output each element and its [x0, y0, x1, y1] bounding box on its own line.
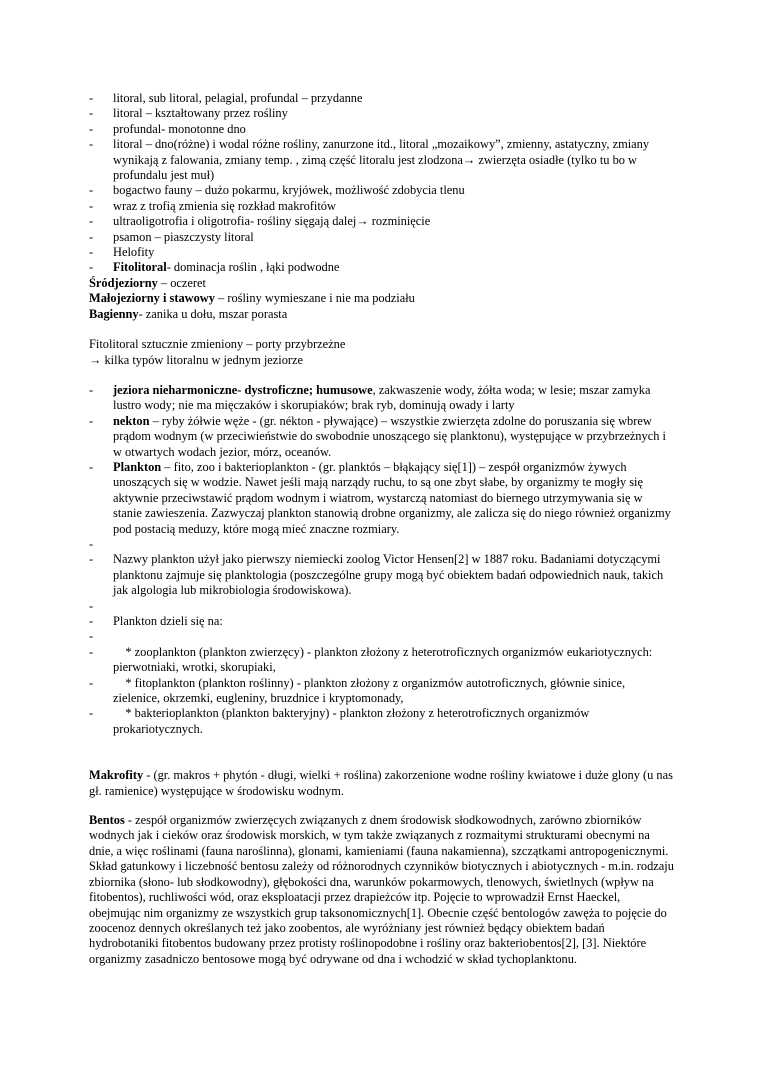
type-malojeziorny: Małojeziorny i stawowy – rośliny wymieszane i nie ma podziału [89, 291, 415, 306]
list-item: - psamon – piaszczysty litoral [89, 229, 254, 244]
list-item: - wraz z trofią zmienia się rozkład makrofitów [89, 198, 336, 213]
list-item-bakterioplankton: - * bakterioplankton (plankton bakteryjny) - plankton złożony z heterotroficznych organizmów prokariotycznych. [89, 706, 593, 736]
list-item: - ultraoligotrofia i oligotrofia- rośliny sięgają dalej→ rozminięcie [89, 214, 431, 229]
list-item-empty: - [89, 629, 94, 644]
list-item: - litoral, sub litoral, pelagial, profundal – przydanne [89, 91, 363, 105]
note-line: → kilka typów litoralnu w jednym jeziorze [89, 352, 304, 367]
list-item-dzieli: - Plankton dzieli się na: [89, 614, 223, 628]
note-line: Fitolitoral sztucznie zmieniony – porty przybrzeżne [89, 337, 346, 352]
list-item: - profundal- monotonne dno [89, 121, 246, 136]
paragraph-bentos: Bentos - zespół organizmów zwierzęcych związanych z dnem środowisk słodkowodnych, zarówno zbiorników wodnych jak i cieków oraz środowisk morskich, w tym także związanych z rozmaitymi strukturami obecnymi na dnie, a więc roślinami (fauna naroślinna), glonami, kamieniami (fauna nakamienna), szczątkami antropogenicznymi. Skład gatunkowy i liczebność bentosu zależy od różnorodnych czynników biotycznych i abiotycznych - m.in. rodzaju zbiornika (słono- lub słodkowodny), głębokości dna, warunków pokarmowych, tlenowych, świetlnych (wpływ na fitobentos), ruchliwości wód, oraz eksploatacji przez drapieżców itp. Pojęcie to wprowadził Ernst Haeckel, obejmując nim organizmy ze wszystkich grup taksonomicznych[1]. Obecnie część bentologów zawęża to pojęcie do zoocenoz dennych określanych też jako zoobentos, ale wyróżniany jest również będący obiektem badań hydrobotaniki fitobentos budowany przez protisty roślinopodobne i rośliny oraz bakteriobentos[2], [3]. Niektóre organizmy zasadniczo bentosowe mogą być odrywane od dna i wchodzić w skład tychoplanktonu. [89, 813, 674, 966]
list-item-plankton: - Plankton – fito, zoo i bakterioplankton - (gr. planktós – błąkający się[1]) – zespół organizmów żywych unoszących się w wodzie. Nawet jeśli mają narządy ruchu, to są one zbyt słabe, by organizmy te mogły się aktywnie przeciwstawić prądom wodnym i wiatrom, wystarczą natomiast do biernego utrzymywania się w stanie zawieszenia. Zazwyczaj plankton stanowią drobne organizmy, ale zalicza się do niego również organizmy pod postacią meduzy, które mogą mieć znaczne rozmiary. [89, 459, 671, 536]
document-page [89, 91, 674, 967]
list-item-zooplankton: - * zooplankton (plankton zwierzęcy) - plankton złożony z heterotroficznych organizmów eukariotycznych: pierwotniaki, wrotki, skorupiaki, [89, 644, 656, 675]
list-item: - litoral – dno(różne) i wodal różne rośliny, zanurzone itd., litoral „mozaikowy”, zmienny, astatyczny, zmiany wynikają z falowania, zmiany temp. , zimą część litoralu jest zlodzona→ zwierzęta osiadłe (tylko tu bo w profundalu jest muł) [89, 137, 650, 183]
term-fitolitoral: Fitolitoral [113, 260, 167, 275]
list-item-jeziora: - jeziora nieharmoniczne- dystroficzne; humusowe, zakwaszenie wody, żółta woda; w lesie; mszar zamyka lustro wody; nie ma mięczaków i skorupiaków; brak ryb, dominują owady i larty [89, 382, 651, 413]
list-item-nekton: - nekton – ryby żółwie węże - (gr. nékton - pływające) – wszystkie zwierzęta zdolne do poruszania się wbrew prądom wodnym (w przeciwieństwie do swobodnie unoszącego się planktonu), występujące w przybrzeżnych i w otwartych wodach jezior, mórz, oceanów. [89, 413, 666, 459]
list-item: - litoral – kształtowany przez rośliny [89, 106, 288, 121]
list-item-hensen: - Nazwy plankton użył jako pierwszy niemiecki zoolog Victor Hensen[2] w 1887 roku. Badaniami dotyczącymi planktonu zajmuje się planktologia (poszczególne grupy mogą być obiektem badań odpowiednich nauk, takich jak algologia lub mikrobiologia środowiskowa). [89, 552, 664, 598]
list-item-empty: - [89, 598, 94, 613]
list-item-fitoplankton: - * fitoplankton (plankton roślinny) - plankton złożony z organizmów autotroficznych, głównie sinice, zielenice, okrzemki, eugleniny, bruzdnice i kryptomonady, [89, 675, 629, 706]
type-bagienny: Bagienny- zanika u dołu, mszar porasta [89, 306, 288, 321]
type-srodjeziorny: Śródjeziorny – oczeret [89, 275, 206, 290]
paragraph-makrofity: Makrofity - (gr. makros + phytón - długi, wielki + roślina) zakorzenione wodne rośliny kwiatowe i duże glony (u nas gł. ramienice) występujące w środowisku wodnym. [89, 768, 673, 798]
list-item-fitolitoral: - Fitolitoral- dominacja roślin , łąki podwodne [89, 260, 340, 275]
list-item: - Helofity [89, 245, 155, 260]
list-item: - bogactwo fauny – dużo pokarmu, kryjówek, możliwość zdobycia tlenu [89, 183, 465, 198]
list-item-empty: - [89, 536, 94, 551]
